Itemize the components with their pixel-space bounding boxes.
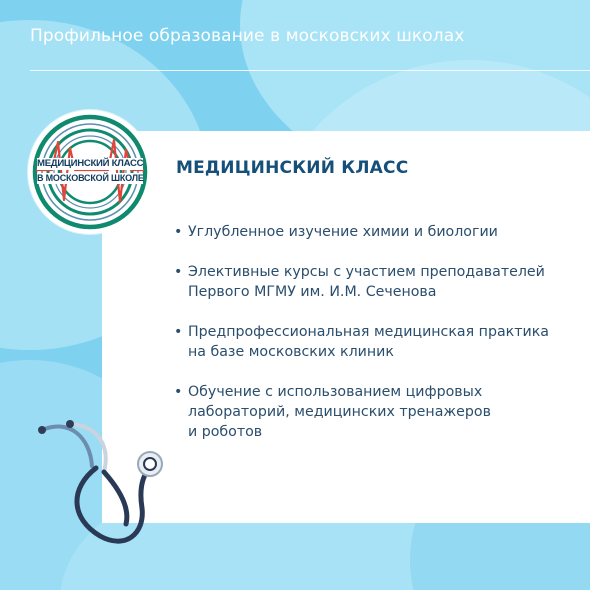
- bullet-icon: •: [174, 384, 183, 400]
- list-item: [172, 262, 572, 302]
- stethoscope-icon: [30, 408, 180, 558]
- bullet-icon: •: [174, 324, 183, 340]
- list-item-text: Элективные курсы с участием преподавателей: [188, 264, 545, 280]
- list-item-text: на базе московских клиник: [188, 344, 394, 360]
- feature-list: [172, 222, 572, 442]
- bullet-icon: •: [174, 264, 183, 280]
- bullet-icon: •: [174, 224, 183, 240]
- list-item-text: Обучение с использованием цифровых: [188, 384, 483, 400]
- logo-emblem-icon: [28, 110, 152, 234]
- list-item-text: лабораторий, медицинских тренажеров: [188, 404, 491, 420]
- header-title: Профильное образование в московских школах: [30, 26, 465, 46]
- card-heading: МЕДИЦИНСКИЙ КЛАСС: [176, 158, 409, 178]
- logo-text-line-2: В МОСКОВСКОЙ ШКОЛЕ: [37, 173, 144, 183]
- list-item: [172, 382, 572, 442]
- list-item: [172, 222, 572, 242]
- list-item-text: Предпрофессиональная медицинская практика: [188, 324, 549, 340]
- list-item-text: Первого МГМУ им. И.М. Сеченова: [188, 284, 437, 300]
- list-item: [172, 322, 572, 362]
- medical-class-logo: [28, 110, 152, 234]
- header-divider: [30, 70, 590, 71]
- logo-text-line-1: МЕДИЦИНСКИЙ КЛАСС: [37, 158, 144, 169]
- list-item-text: Углубленное изучение химии и биологии: [188, 224, 498, 240]
- list-item-text: и роботов: [188, 424, 263, 440]
